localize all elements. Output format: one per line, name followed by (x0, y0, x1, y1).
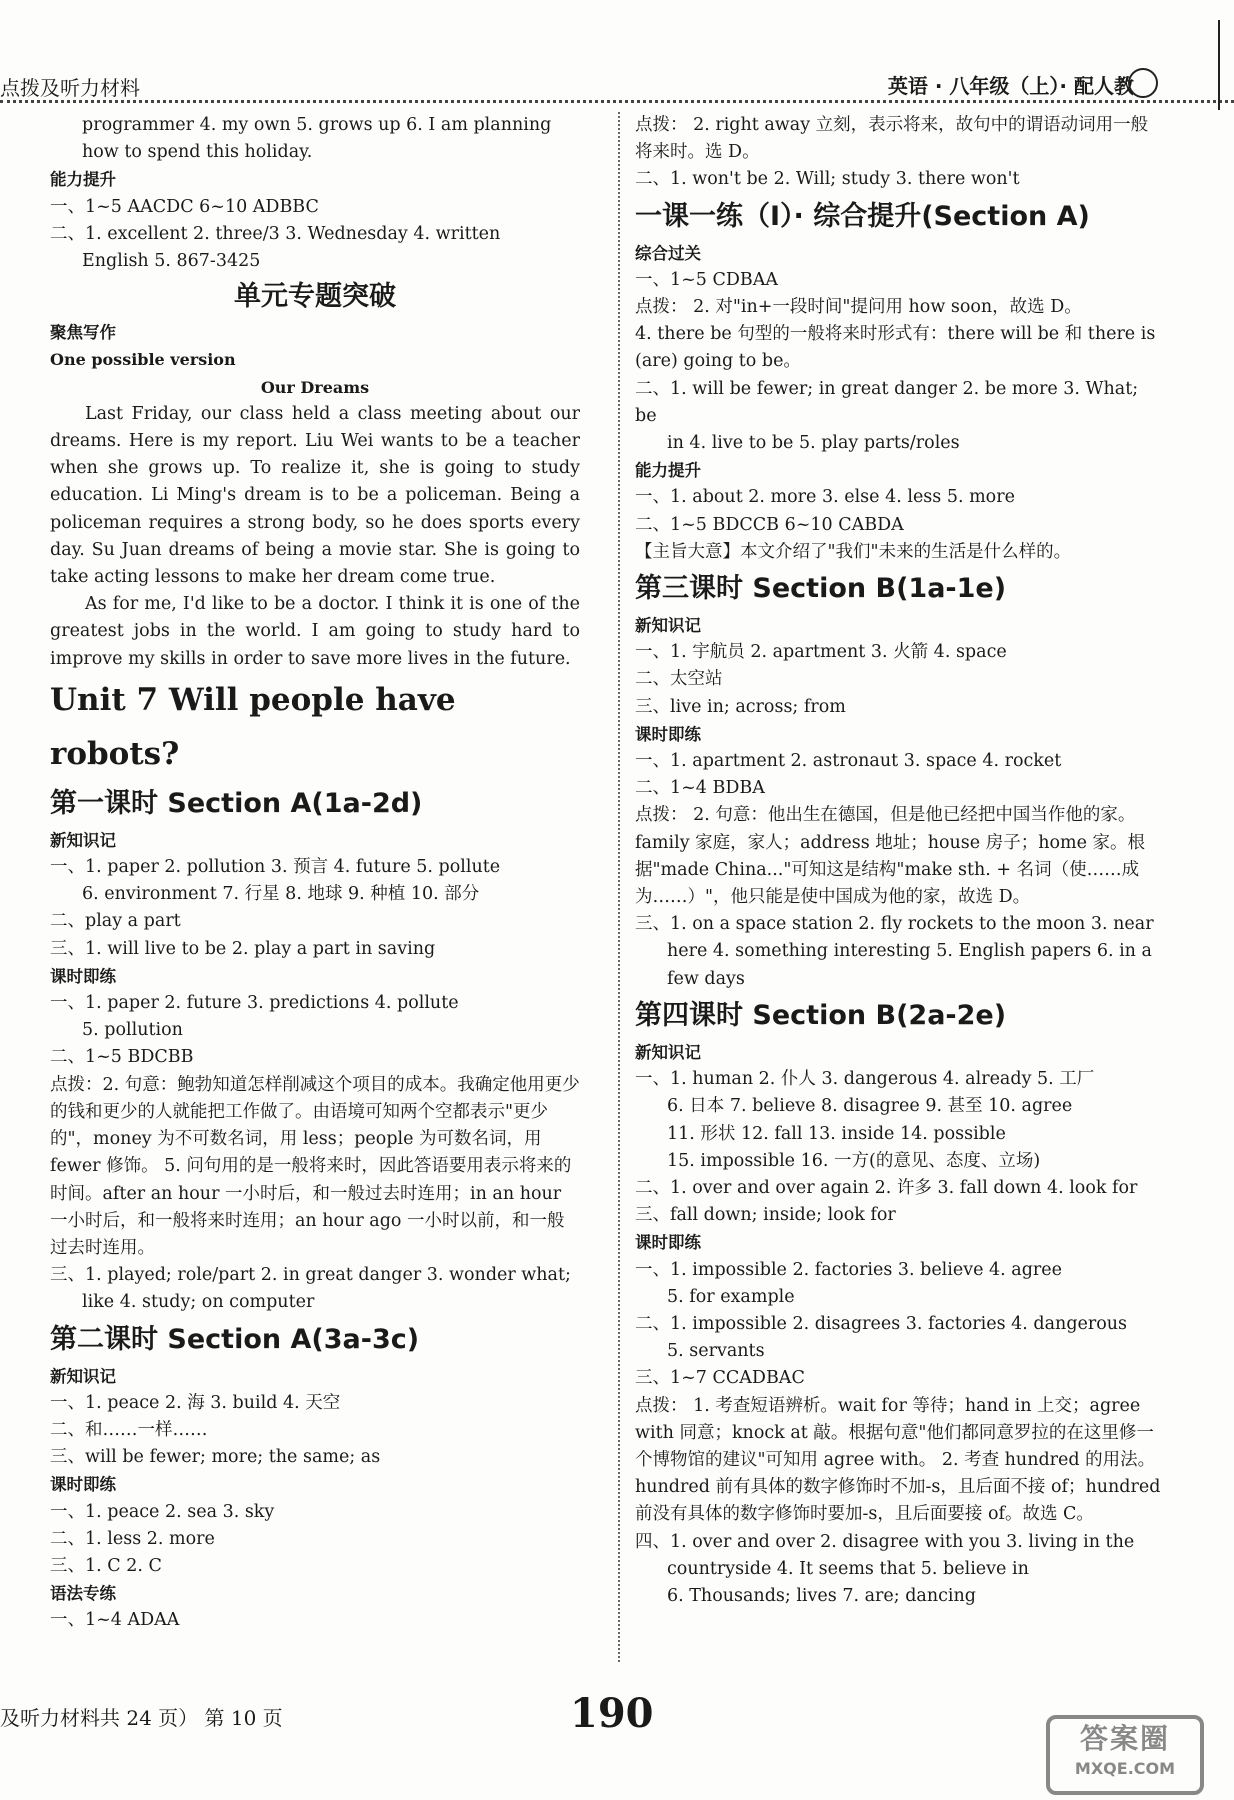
text-line: 5. for example (667, 1286, 795, 1307)
lesson-heading: 第二课时 Section A(3a-3c) (50, 1323, 420, 1355)
text-line: 三、1. will live to be 2. play a part in saving (50, 938, 436, 959)
lesson-heading: 第四课时 Section B(2a-2e) (635, 999, 1007, 1031)
subsection-heading: 课时即练 (635, 724, 701, 744)
essay-paragraph: Last Friday, our class held a class meeting about our dreams. Here is my report. Liu Wei wants to be a teacher when she grows up. To realize it, she is going to study education. Li Ming's dream is to be a policeman. Being a policeman requires a strong body, so he does sports every day. Su Juan dreams of being a movie star. She is going to take acting lessons to make her dream come true. (50, 403, 580, 588)
page-number: 190 (570, 1690, 654, 1737)
text-line: 二、1. over and over again 2. 许多 3. fall down 4. look for (635, 1177, 1138, 1198)
text-line: 二、play a part (50, 911, 181, 932)
text-line: 一、1. paper 2. future 3. predictions 4. pollute (50, 993, 459, 1014)
text-line: 一、1. paper 2. pollution 3. 预言 4. future 5. pollute (50, 857, 501, 878)
text-line: in 4. live to be 5. play parts/roles (667, 433, 960, 454)
explanation-paragraph: 点拨：2. 句意：鲍勃知道怎样削减这个项目的成本。我确定他用更少的钱和更少的人就能把工作做了。由语境可知两个空都表示"更少的"，money 为不可数名词，用 less；people 为可数名词，用 fewer 修饰。 5. 问句用的是一般将来时，因此答语要用表示将来的时间。after an hour 一小时后，和一般过去时连用；in an hour 一小时后，和一般将来时连用；an hour ago 一小时以前，和一般过去时连用。 (50, 1074, 580, 1258)
text-line: 一、1. 宇航员 2. apartment 3. 火箭 4. space (635, 642, 1007, 663)
text-line: 一、1. apartment 2. astronaut 3. space 4. rocket (635, 751, 1062, 772)
text-line: how to spend this holiday. (82, 142, 313, 163)
right-column (635, 112, 1165, 1610)
lesson-heading: 一课一练（Ⅰ）· 综合提升(Section A) (635, 200, 1090, 232)
text-line: 三、1~7 CCADBAC (635, 1368, 805, 1389)
lesson-heading: 第三课时 Section B(1a-1e) (635, 573, 1007, 605)
text-line: 四、1. over and over 2. disagree with you 3. living in the (635, 1531, 1135, 1552)
subsection-heading: 聚焦写作 (50, 323, 116, 343)
left-column (50, 112, 580, 1635)
watermark-mark: 答案圈 (1079, 1722, 1170, 1755)
subsection-heading: 新知识记 (635, 616, 701, 636)
text-line: countryside 4. It seems that 5. believe in (667, 1558, 1029, 1579)
subsection-heading: 课时即练 (50, 1475, 116, 1495)
subsection-heading: 新知识记 (635, 1042, 701, 1062)
text-line: 6. 日本 7. believe 8. disagree 9. 甚至 10. agree (667, 1096, 1073, 1117)
text-line: English 5. 867-3425 (82, 251, 261, 272)
text-line: 一、1~5 CDBAA (635, 269, 779, 290)
page-header (0, 0, 1234, 108)
unit-title: Unit 7 Will people have robots? (50, 681, 456, 772)
text-line: here 4. something interesting 5. English papers 6. in a (667, 941, 1152, 962)
text-line: 二、1. less 2. more (50, 1528, 215, 1549)
section-heading: 单元专题突破 (234, 281, 396, 313)
globe-icon (1128, 68, 1158, 98)
essay-paragraph: As for me, I'd like to be a doctor. I think it is one of the greatest jobs in the world. I am going to study hard to improve my skills in order to save more lives in the future. (50, 594, 580, 669)
text-line: 三、1. on a space station 2. fly rockets to the moon 3. near (635, 914, 1154, 935)
text-line: 三、1. C 2. C (50, 1555, 162, 1576)
explanation-paragraph: 点拨： 1. 考查短语辨析。wait for 等待；hand in 上交；agree with 同意；knock at 敲。根据句意"他们都同意罗拉的在这里修一个博物馆的建议"可知用 agree with。 2. 考查 hundred 的用法。hundred 前有具体的数字修饰时不加-s，且后面不接 of；hundred 前没有具体的数字修饰时要加-s，且后面要接 of。故选 C。 (635, 1395, 1161, 1525)
subsection-heading: 语法专练 (50, 1584, 116, 1604)
explanation-paragraph: 4. there be 句型的一般将来时形式有：there will be 和 there is (are) going to be。 (635, 324, 1156, 372)
text-line: 二、1~5 BDCBB (50, 1047, 194, 1068)
header-right-title: 英语 · 八年级（上）· 配人教 (887, 74, 1134, 98)
text-line: One possible version (50, 350, 236, 370)
header-left-title: 点拨及听力材料 (0, 76, 140, 100)
text-line: programmer 4. my own 5. grows up 6. I am planning (82, 115, 552, 135)
text-line: 二、1~4 BDBA (635, 778, 765, 799)
footer-text: 及听力材料共 24 页） 第 10 页 (0, 1706, 283, 1730)
subsection-heading: 新知识记 (50, 1366, 116, 1386)
text-line: 11. 形状 12. fall 13. inside 14. possible (667, 1123, 1006, 1144)
text-line: 一、1~5 AACDC 6~10 ADBBC (50, 196, 319, 217)
header-divider (0, 100, 1234, 103)
text-line: like 4. study; on computer (82, 1292, 315, 1313)
text-line: 6. environment 7. 行星 8. 地球 9. 种植 10. 部分 (82, 884, 480, 905)
subsection-heading: 课时即练 (635, 1233, 701, 1253)
text-line: 点拨： 2. 对"in+一段时间"提问用 how soon，故选 D。 (635, 297, 1082, 318)
text-line: 一、1~4 ADAA (50, 1610, 180, 1631)
text-line: 一、1. about 2. more 3. else 4. less 5. more (635, 487, 1015, 508)
subsection-heading: 综合过关 (635, 243, 701, 263)
explanation-paragraph: 点拨： 2. 句意：他出生在德国，但是他已经把中国当作他的家。family 家庭，家人；address 地址；house 房子；home 家。根据"made China..."可知这是结构"make sth. + 名词（使……成为……）"，他只能是使中国成为他的家，故选 D。 (635, 805, 1146, 908)
subsection-heading: 能力提升 (635, 461, 701, 481)
text-line: 一、1. human 2. 仆人 3. dangerous 4. already 5. 工厂 (635, 1069, 1095, 1090)
watermark-logo (1046, 1715, 1204, 1795)
text-line: 一、1. peace 2. 海 3. build 4. 天空 (50, 1392, 341, 1413)
text-line: 三、live in; across; from (635, 696, 846, 717)
subsection-heading: 课时即练 (50, 966, 116, 986)
text-line: 5. servants (667, 1341, 765, 1362)
text-line: 三、fall down; inside; look for (635, 1205, 896, 1226)
subsection-heading: 能力提升 (50, 170, 116, 190)
text-line: 5. pollution (82, 1020, 183, 1041)
subsection-heading: 新知识记 (50, 830, 116, 850)
text-line: 15. impossible 16. 一方(的意见、态度、立场) (667, 1150, 1041, 1171)
text-line: 二、和……一样…… (50, 1419, 208, 1440)
watermark-url: MXQE.COM (1074, 1759, 1176, 1778)
column-divider (618, 112, 620, 1662)
text-line: 6. Thousands; lives 7. are; dancing (667, 1585, 976, 1606)
text-line: 二、1. excellent 2. three/3 3. Wednesday 4. written (50, 223, 501, 244)
text-line: 三、1. played; role/part 2. in great danger 3. wonder what; (50, 1265, 571, 1286)
text-line: 【主旨大意】本文介绍了"我们"未来的生活是什么样的。 (635, 541, 1072, 562)
margin-line (1218, 20, 1220, 110)
essay-title: Our Dreams (260, 377, 370, 397)
text-line: 三、will be fewer; more; the same; as (50, 1447, 381, 1468)
explanation-paragraph: 点拨： 2. right away 立刻，表示将来，故句中的谓语动词用一般将来时。选 D。 (635, 115, 1149, 163)
text-line: 一、1. peace 2. sea 3. sky (50, 1501, 275, 1522)
text-line: few days (667, 968, 745, 989)
text-line: 一、1. impossible 2. factories 3. believe 4. agree (635, 1259, 1063, 1280)
text-line: 二、1~5 BDCCB 6~10 CABDA (635, 514, 904, 535)
text-line: 二、1. impossible 2. disagrees 3. factories 4. dangerous (635, 1313, 1128, 1334)
text-line: 二、1. won't be 2. Will; study 3. there won't (635, 169, 1020, 190)
text-line: 二、1. will be fewer; in great danger 2. be more 3. What; be (635, 378, 1139, 426)
text-line: 二、太空站 (635, 669, 723, 690)
lesson-heading: 第一课时 Section A(1a-2d) (50, 787, 423, 819)
